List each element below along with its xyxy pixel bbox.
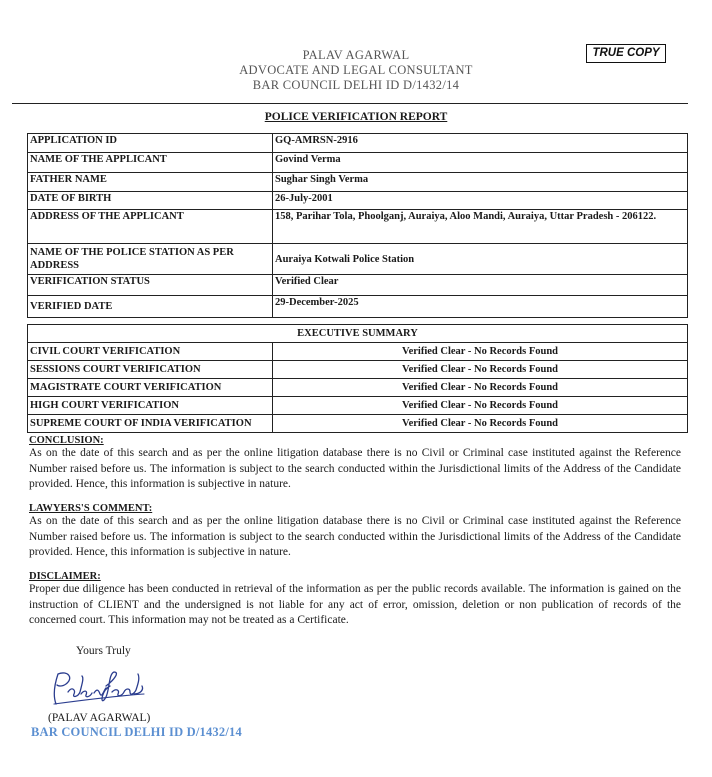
disclaimer-section bbox=[29, 571, 681, 629]
detail-value: Sughar Singh Verma bbox=[273, 173, 688, 192]
table-row bbox=[28, 134, 688, 153]
conclusion-text: As on the date of this search and as per the online litigation database there is no Civil or Criminal case instituted against the Reference Number raised before us. The information is subject to the search conducted within the Jurisdictional limits of the Address of the Candidate provided. Hence, this information is subjective in nature. bbox=[29, 447, 681, 490]
conclusion-title: CONCLUSION: bbox=[29, 435, 104, 446]
signatory-name: (PALAV AGARWAL) bbox=[48, 712, 151, 724]
detail-label: ADDRESS OF THE APPLICANT bbox=[28, 210, 273, 244]
detail-label: APPLICATION ID bbox=[28, 134, 273, 153]
detail-value: 158, Parihar Tola, Phoolganj, Auraiya, Aloo Mandi, Auraiya, Uttar Pradesh - 206122. bbox=[273, 210, 688, 244]
detail-value: Govind Verma bbox=[273, 153, 688, 173]
lawyers-comment-text: As on the date of this search and as per the online litigation database there is no Civil or Criminal case instituted against the Reference Number raised before us. The information is subject to the search conducted within the Jurisdictional limits of the Address of the Candidate provided. Hence, this information is subjective in nature. bbox=[29, 515, 681, 558]
table-row bbox=[28, 325, 688, 343]
firm-designation: ADVOCATE AND LEGAL CONSULTANT bbox=[239, 63, 473, 77]
table-row bbox=[28, 379, 688, 397]
summary-title: EXECUTIVE SUMMARY bbox=[28, 325, 688, 343]
detail-label: VERIFICATION STATUS bbox=[28, 275, 273, 296]
applicant-details-table bbox=[27, 133, 688, 318]
table-row bbox=[28, 415, 688, 433]
header-divider bbox=[12, 103, 688, 104]
table-row bbox=[28, 173, 688, 192]
handwritten-signature bbox=[44, 664, 154, 715]
table-row bbox=[28, 153, 688, 173]
table-row bbox=[28, 343, 688, 361]
disclaimer-text: Proper due diligence has been conducted in retrieval of the information as per the public records available. The information is gained on the instruction of CLIENT and the undersigned is not liable for any act of error, omission, deletion or non publication of records of the concerned court. This information may not be treated as a Certificate. bbox=[29, 583, 681, 626]
summary-value: Verified Clear - No Records Found bbox=[273, 361, 688, 379]
firm-name: PALAV AGARWAL bbox=[302, 48, 410, 62]
detail-label: FATHER NAME bbox=[28, 173, 273, 192]
summary-label: SUPREME COURT OF INDIA VERIFICATION bbox=[28, 415, 273, 433]
table-row bbox=[28, 275, 688, 296]
table-row bbox=[28, 244, 688, 275]
summary-value: Verified Clear - No Records Found bbox=[273, 379, 688, 397]
summary-label: MAGISTRATE COURT VERIFICATION bbox=[28, 379, 273, 397]
table-row bbox=[28, 296, 688, 318]
detail-value: Verified Clear bbox=[273, 275, 688, 296]
detail-value: GQ-AMRSN-2916 bbox=[273, 134, 688, 153]
lawyers-comment-title: LAWYERS'S COMMENT: bbox=[29, 503, 153, 514]
summary-value: Verified Clear - No Records Found bbox=[273, 415, 688, 433]
executive-summary-table bbox=[27, 324, 688, 433]
summary-value: Verified Clear - No Records Found bbox=[273, 397, 688, 415]
detail-label: NAME OF THE POLICE STATION AS PER ADDRESS bbox=[28, 244, 273, 275]
firm-bar-id: BAR COUNCIL DELHI ID D/1432/14 bbox=[252, 78, 460, 92]
detail-label: DATE OF BIRTH bbox=[28, 192, 273, 210]
true-copy-stamp: TRUE COPY bbox=[586, 44, 666, 63]
detail-label: NAME OF THE APPLICANT bbox=[28, 153, 273, 173]
detail-label: VERIFIED DATE bbox=[28, 296, 273, 318]
report-title: POLICE VERIFICATION REPORT bbox=[264, 111, 448, 123]
detail-value: 26-July-2001 bbox=[273, 192, 688, 210]
summary-value: Verified Clear - No Records Found bbox=[273, 343, 688, 361]
detail-value: Auraiya Kotwali Police Station bbox=[273, 244, 688, 275]
table-row bbox=[28, 210, 688, 244]
conclusion-section bbox=[29, 435, 681, 493]
detail-value: 29-December-2025 bbox=[273, 296, 688, 318]
table-row bbox=[28, 192, 688, 210]
signatory-bar-id: BAR COUNCIL DELHI ID D/1432/14 bbox=[31, 725, 242, 739]
disclaimer-title: DISCLAIMER: bbox=[29, 571, 101, 582]
table-row bbox=[28, 397, 688, 415]
summary-label: CIVIL COURT VERIFICATION bbox=[28, 343, 273, 361]
closing-salutation: Yours Truly bbox=[76, 645, 131, 657]
table-row bbox=[28, 361, 688, 379]
lawyers-comment-section bbox=[29, 503, 681, 561]
summary-label: HIGH COURT VERIFICATION bbox=[28, 397, 273, 415]
summary-label: SESSIONS COURT VERIFICATION bbox=[28, 361, 273, 379]
